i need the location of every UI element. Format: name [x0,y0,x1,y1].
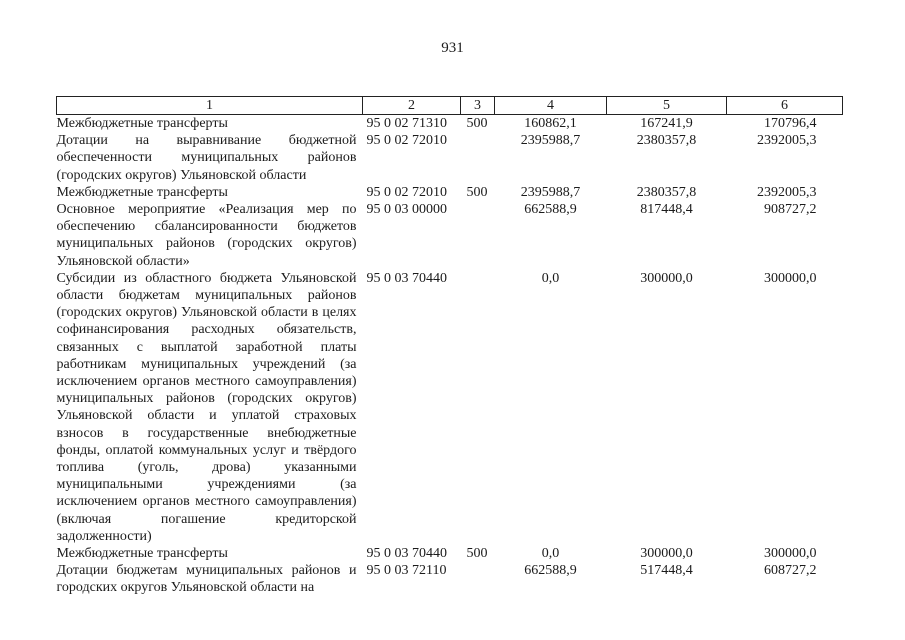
row-vr: 500 [466,546,488,562]
row-name: Дотации на выравнивание бюджетной обеспеченности муниципальных районов (городских округов) Ульяновской области [56,133,357,183]
row-value-6: 300000,0 [764,546,817,562]
row-value-5: 167241,9 [640,116,693,131]
header-col-3: 3 [461,97,495,115]
row-value-5: 300000,0 [640,546,693,562]
table-row [57,132,843,184]
row-code: 95 0 03 70440 [366,546,447,562]
header-col-5: 5 [607,97,727,115]
table-row [57,201,843,270]
row-value-4: 0,0 [541,546,560,562]
row-value-6: 2392005,3 [757,133,817,149]
row-vr [461,562,495,596]
header-col-1: 1 [57,97,363,115]
row-code: 95 0 03 00000 [366,202,447,218]
row-code: 95 0 03 72110 [366,563,447,579]
table-row [57,562,843,596]
header-col-2: 2 [363,97,461,115]
budget-table [56,96,843,597]
row-value-6: 908727,2 [764,202,817,218]
row-value-6: 2392005,3 [757,184,817,200]
row-vr [461,201,495,270]
row-value-4: 2395988,7 [520,133,581,149]
row-name: Межбюджетные трансферты [56,184,228,200]
row-code: 95 0 02 72010 [366,184,447,200]
row-value-5: 2380357,8 [636,133,697,149]
row-value-6: 608727,2 [764,563,817,579]
row-name: Дотации бюджетам муниципальных районов и городских округов Ульяновской области на [56,563,357,596]
row-value-5: 2380357,8 [636,184,697,200]
page-number: 931 [441,40,464,56]
row-value-4: 160862,1 [524,116,577,131]
row-name: Межбюджетные трансферты [56,116,228,131]
row-code: 95 0 03 70440 [366,270,447,286]
header-col-4: 4 [495,97,607,115]
row-name: Межбюджетные трансферты [56,546,228,562]
row-value-4: 0,0 [541,270,560,286]
row-value-5: 817448,4 [640,202,693,218]
row-value-4: 662588,9 [524,202,577,218]
table-row [57,270,843,545]
row-name: Основное мероприятие «Реализация мер по обеспечению сбалансированности бюджетов муниципальных районов (городских округов) Ульяновской области» [56,202,357,269]
row-value-5: 517448,4 [640,563,693,579]
header-col-6: 6 [727,97,843,115]
table-row [57,115,843,133]
row-code: 95 0 02 71310 [366,116,447,131]
row-vr: 500 [466,184,488,200]
row-vr [461,270,495,545]
row-value-6: 170796,4 [764,116,817,131]
row-value-6: 300000,0 [764,270,817,286]
row-vr [461,132,495,184]
table-body [57,115,843,597]
table-row [57,184,843,201]
table-header [57,97,843,115]
row-name: Субсидии из областного бюджета Ульяновской области бюджетам муниципальных районов (городских округов) Ульяновской области в целях софинансирования расходных обязательств, связанных с выплатой заработной платы работникам муниципальных учреждений (за исключением органов местного самоуправления) муниципальных районов (городских округов) Ульяновской области и уплатой страховых взносов в государственные внебюджетные фонды, оплатой коммунальных услуг и твёрдого топлива (уголь, дрова) указанными муниципальными учреждениями (за исключением органов местного самоуправления) (включая погашение кредиторской задолженности) [56,270,357,544]
row-code: 95 0 02 72010 [366,133,447,149]
row-value-5: 300000,0 [640,270,693,286]
row-value-4: 2395988,7 [520,184,581,200]
row-vr: 500 [466,116,488,131]
table-row [57,545,843,562]
row-value-4: 662588,9 [524,563,577,579]
header-row [57,97,843,115]
